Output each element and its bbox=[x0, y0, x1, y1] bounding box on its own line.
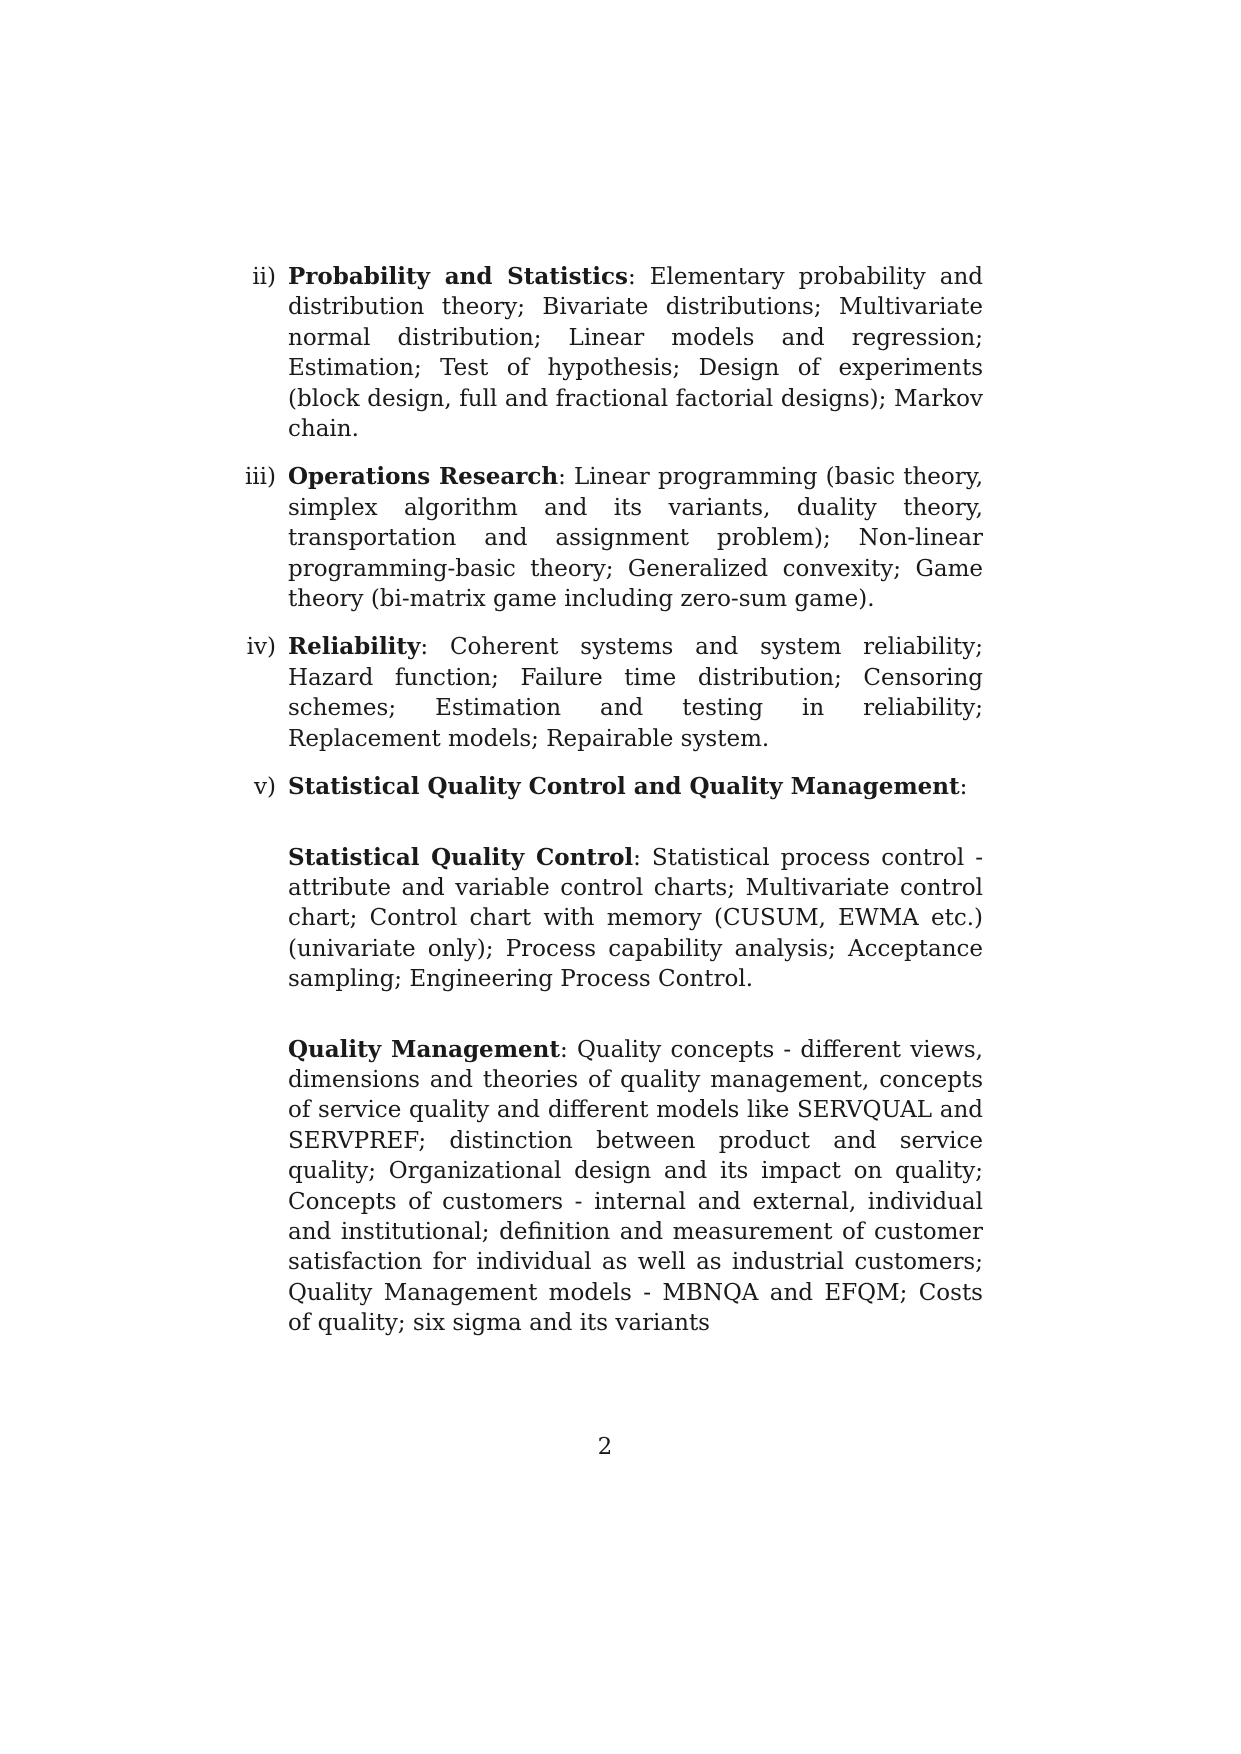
subsection-statistical-quality-control bbox=[288, 843, 983, 995]
item-text: : Elementary probability and distribution theory; Bivariate distributions; Multivariate normal distribution; Linear models and regression; Estimation; Test of hypothesis; Design of experiments (block design, full and fractional factorial designs); Markov chain. bbox=[288, 264, 983, 443]
subsection-quality-management bbox=[288, 1035, 983, 1339]
item-label: ii) bbox=[252, 264, 276, 290]
item-heading: Statistical Quality Control and Quality Management bbox=[288, 773, 960, 801]
subsection-text: : Statistical process control - attribute and variable control charts; Multivariate control chart; Control chart with memory (CUSUM, EWMA etc.) (univariate only); Process capability analysis; Acceptance sampling; Engineering Process Control. bbox=[288, 844, 984, 993]
list-item-operations-research bbox=[244, 462, 983, 614]
list-item-quality bbox=[254, 772, 984, 1339]
item-label: iii) bbox=[244, 464, 276, 491]
page-number: 2 bbox=[597, 1434, 613, 1460]
list-item-reliability bbox=[246, 632, 983, 754]
subsection-text: : Quality concepts - different views, dimensions and theories of quality management, concepts of service quality and different models like SERVQUAL and SERVPREF; distinction between product and service quality; Organizational design and its impact on quality; Concepts of customers - internal and external, individual and institutional; definition and measurement of customer satisfaction for individual as well as industrial customers; Quality Management models - MBNQA and EFQM; Costs of quality; six sigma and its variants bbox=[288, 1036, 983, 1337]
item-heading: Operations Research bbox=[288, 463, 559, 491]
item-heading: Probability and Statistics bbox=[288, 263, 628, 290]
item-heading: Reliability bbox=[288, 633, 421, 661]
subsection-heading: Quality Management bbox=[288, 1035, 561, 1063]
list-item-probability-statistics bbox=[252, 262, 983, 444]
subsection-heading: Statistical Quality Control bbox=[288, 843, 634, 871]
item-text: : Coherent systems and system reliability; Hazard function; Failure time distribution; Censoring schemes; Estimation and testing in reliability; Replacement models; Repairable system. bbox=[288, 634, 983, 752]
item-label: v) bbox=[254, 774, 276, 801]
syllabus-list bbox=[244, 262, 984, 1357]
item-text: : bbox=[959, 774, 968, 801]
item-text: : Linear programming (basic theory, simplex algorithm and its variants, duality theory, transportation and assignment problem); Non-linear programming-basic theory; Generalized convexity; Game theory (bi-matrix game including zero-sum game). bbox=[288, 464, 983, 613]
item-label: iv) bbox=[246, 634, 276, 661]
